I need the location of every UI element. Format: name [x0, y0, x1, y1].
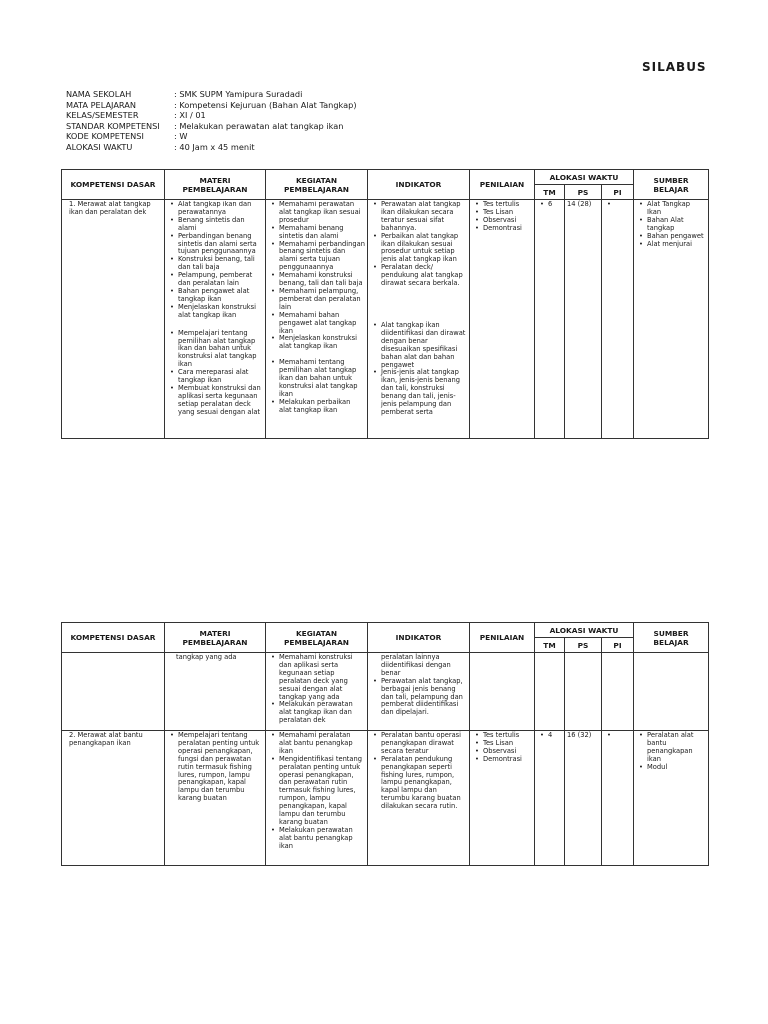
- list-item: • Mengidentifikasi tentang peralatan penting untuk operasi penangkapan, dan perawatan rutin termasuk fishing lures, rumpon, lampu penangkapan, kapal lampu dan terumbu karang buatan: [279, 756, 365, 827]
- list-item: • Konstruksi benang, tali dan tali baja: [178, 256, 263, 272]
- header-pi: PI: [602, 638, 634, 653]
- info-row: [66, 110, 357, 121]
- list-item: • Bahan pengawet: [647, 233, 706, 241]
- cell-tm: [535, 200, 565, 439]
- info-value: : SMK SUPM Yamipura Suradadi: [174, 89, 303, 99]
- materi-list: [167, 330, 263, 417]
- list-item: • Alat tangkap ikan dan perawatannya: [178, 201, 263, 217]
- tm-list: [537, 732, 562, 740]
- materi-list: [167, 732, 263, 803]
- info-value: : Kompetensi Kejuruan (Bahan Alat Tangkap): [174, 99, 357, 110]
- cell-pi: [602, 731, 634, 866]
- penilaian-list: [472, 201, 532, 233]
- list-item: • Memahami konstruksi dan aplikasi serta kegunaan setiap peralatan deck yang sesuai dengan alat tangkap yang ada: [279, 654, 365, 701]
- syllabus-table-1: [61, 169, 709, 439]
- header-materi: MATERI PEMBELAJARAN: [165, 623, 266, 653]
- header-kegiatan: KEGIATAN PEMBELAJARAN: [266, 170, 368, 200]
- indikator-list: [370, 322, 467, 417]
- list-item: • Menjelaskan konstruksi alat tangkap ikan: [279, 335, 365, 351]
- list-item: • Demontrasi: [483, 756, 532, 764]
- list-item: • Perawatan alat tangkap, berbagai jenis benang dan tali, pelampung dan pemberat diidentifikasi dan dipelajari.: [381, 678, 467, 718]
- list-item: • Peralatan alat bantu penangkapan ikan: [647, 732, 706, 764]
- header-tm: TM: [535, 185, 565, 200]
- list-item: • Observasi: [483, 748, 532, 756]
- list-item: • Melakukan perbaikan alat tangkap ikan: [279, 399, 365, 415]
- info-row: [66, 131, 357, 142]
- cell-indikator: [368, 200, 470, 439]
- list-item: • Benang sintetis dan alami: [178, 217, 263, 233]
- info-row: [66, 121, 357, 132]
- list-item: • Bahan Alat tangkap: [647, 217, 706, 233]
- cell-tm: [535, 653, 565, 731]
- cell-ps: [565, 653, 602, 731]
- header-indikator: INDIKATOR: [368, 170, 470, 200]
- indikator-list: [370, 678, 467, 718]
- syllabus-table-2: [61, 622, 709, 866]
- list-item: • Tes Lisan: [483, 209, 532, 217]
- list-item: • Demontrasi: [483, 225, 532, 233]
- list-item: • Peralatan bantu operasi penangkapan dirawat secara teratur: [381, 732, 467, 756]
- header-alokasi: ALOKASI WAKTU: [535, 623, 634, 638]
- header-ps: PS: [565, 638, 602, 653]
- cell-materi: [165, 653, 266, 731]
- info-row: [66, 89, 357, 100]
- page-title: SILABUS: [642, 60, 707, 74]
- indikator-list: [370, 732, 467, 811]
- info-label: ALOKASI WAKTU: [66, 141, 133, 152]
- list-item: • Peralatan pendukung penangkapan seperti fishing lures, rumpon, lampu penangkapan, kapal lampu dan terumbu karang buatan dilakukan secara rutin.: [381, 756, 467, 811]
- header-sumber: SUMBER BELAJAR: [634, 170, 709, 200]
- cell-kegiatan: [266, 653, 368, 731]
- kompetensi-text: 2. Merawat alat bantu penangkapan ikan: [69, 731, 143, 747]
- list-item: • Memahami tentang pemilihan alat tangkap ikan dan bahan untuk konstruksi alat tangkap ikan: [279, 359, 365, 399]
- info-label: NAMA SEKOLAH: [66, 89, 132, 99]
- info-value: : XI / 01: [174, 110, 206, 121]
- list-item: • Memahami bahan pengawet alat tangkap ikan: [279, 312, 365, 336]
- sumber-list: [636, 732, 706, 772]
- header-sumber: SUMBER BELAJAR: [634, 623, 709, 653]
- cell-sumber: [634, 731, 709, 866]
- cell-penilaian: [470, 731, 535, 866]
- info-value: : 40 Jam x 45 menit: [174, 141, 255, 152]
- list-item: • Modul: [647, 764, 706, 772]
- materi-text: tangkap yang ada: [176, 653, 237, 661]
- list-item: • Membuat konstruksi dan aplikasi serta kegunaan setiap peralatan deck yang sesuai dengan alat: [178, 385, 263, 417]
- list-item: • Perbaikan alat tangkap ikan dilakukan sesuai prosedur untuk setiap jenis alat tangkap ikan: [381, 233, 467, 265]
- list-item: • Memahami benang sintetis dan alami: [279, 225, 365, 241]
- materi-list: [167, 201, 263, 320]
- header-kompetensi: KOMPETENSI DASAR: [62, 623, 165, 653]
- list-item: • Tes tertulis: [483, 732, 532, 740]
- info-label: KELAS/SEMESTER: [66, 110, 139, 121]
- info-label: KODE KOMPETENSI: [66, 131, 144, 142]
- indikator-text: peralatan lainnya diidentifikasi dengan benar: [381, 653, 451, 677]
- header-penilaian: PENILAIAN: [470, 170, 535, 200]
- header-ps: PS: [565, 185, 602, 200]
- info-label: MATA PELAJARAN: [66, 99, 137, 110]
- cell-ps: 16 (32): [565, 731, 602, 866]
- tm-value: • 4: [548, 732, 562, 740]
- penilaian-list: [472, 732, 532, 764]
- list-item: • Perawatan alat tangkap ikan dilakukan secara teratur sesuai sifat bahannya.: [381, 201, 467, 233]
- kegiatan-list: [268, 201, 365, 415]
- list-item: • Mempelajari tentang pemilihan alat tangkap ikan dan bahan untuk konstruksi alat tangkap ikan: [178, 330, 263, 370]
- list-item: • Mempelajari tentang peralatan penting untuk operasi penangkapan, fungsi dan perawatan rutin termasuk fishing lures, rumpon, lampu penangkapan, kapal lampu dan terumbu karang buatan: [178, 732, 263, 803]
- list-item: • Alat Tangkap Ikan: [647, 201, 706, 217]
- info-row: [66, 100, 357, 111]
- list-item: • Memahami pelampung, pemberat dan peralatan lain: [279, 288, 365, 312]
- cell-indikator: [368, 731, 470, 866]
- indikator-list: [370, 201, 467, 288]
- cell-penilaian: [470, 200, 535, 439]
- cell-pi: [602, 653, 634, 731]
- info-value: : W: [174, 131, 188, 142]
- list-item: • Jenis-jenis alat tangkap ikan, jenis-jenis benang dan tali, konstruksi benang dan tali, jenis-jenis pelampung dan pemberat serta: [381, 369, 467, 416]
- cell-penilaian: [470, 653, 535, 731]
- list-item: • Tes tertulis: [483, 201, 532, 209]
- header-alokasi: ALOKASI WAKTU: [535, 170, 634, 185]
- list-item: • Melakukan perawatan alat tangkap ikan dan peralatan dek: [279, 701, 365, 725]
- header-pi: PI: [602, 185, 634, 200]
- list-item: • Menjelaskan konstruksi alat tangkap ikan: [178, 304, 263, 320]
- cell-indikator: [368, 653, 470, 731]
- header-kompetensi: KOMPETENSI DASAR: [62, 170, 165, 200]
- info-block: [66, 89, 357, 153]
- cell-sumber: [634, 200, 709, 439]
- tm-value: • 6: [548, 201, 562, 209]
- cell-kompetensi: [62, 653, 165, 731]
- header-kegiatan: KEGIATAN PEMBELAJARAN: [266, 623, 368, 653]
- info-row: [66, 142, 357, 153]
- kegiatan-list: [268, 732, 365, 851]
- cell-kompetensi: [62, 731, 165, 866]
- list-item: • Memahami perawatan alat tangkap ikan sesuai prosedur: [279, 201, 365, 225]
- header-penilaian: PENILAIAN: [470, 623, 535, 653]
- cell-kegiatan: [266, 731, 368, 866]
- cell-kegiatan: [266, 200, 368, 439]
- header-indikator: INDIKATOR: [368, 623, 470, 653]
- list-item: • Alat tangkap ikan diidentifikasi dan dirawat dengan benar disesuaikan spesifikasi bahan alat dan bahan pengawet: [381, 322, 467, 369]
- list-item: • Bahan pengawet alat tangkap ikan: [178, 288, 263, 304]
- info-label: STANDAR KOMPETENSI: [66, 120, 160, 131]
- kegiatan-list: [268, 654, 365, 725]
- info-value: : Melakukan perawatan alat tangkap ikan: [174, 120, 344, 131]
- list-item: • Observasi: [483, 217, 532, 225]
- cell-ps: 14 (28): [565, 200, 602, 439]
- list-item: • Memahami perbandingan benang sintetis dan alami serta tujuan penggunaannya: [279, 241, 365, 273]
- cell-tm: [535, 731, 565, 866]
- header-tm: TM: [535, 638, 565, 653]
- cell-sumber: [634, 653, 709, 731]
- list-item: • Cara mereparasi alat tangkap ikan: [178, 369, 263, 385]
- header-materi: MATERI PEMBELAJARAN: [165, 170, 266, 200]
- cell-materi: [165, 731, 266, 866]
- list-item: • Pelampung, pemberat dan peralatan lain: [178, 272, 263, 288]
- cell-kompetensi: [62, 200, 165, 439]
- sumber-list: [636, 201, 706, 248]
- cell-materi: [165, 200, 266, 439]
- list-item: • Alat menjurai: [647, 241, 706, 249]
- list-item: • Memahami konstruksi benang, tali dan tali baja: [279, 272, 365, 288]
- tm-list: [537, 201, 562, 209]
- cell-pi: [602, 200, 634, 439]
- list-item: • Perbandingan benang sintetis dan alami serta tujuan penggunaannya: [178, 233, 263, 257]
- list-item: • Peralatan deck/ pendukung alat tangkap dirawat secara berkala.: [381, 264, 467, 288]
- list-item: • Memahami peralatan alat bantu penangkap ikan: [279, 732, 365, 756]
- list-item: • Tes Lisan: [483, 740, 532, 748]
- kompetensi-text: 1. Merawat alat tangkap ikan dan peralatan dek: [69, 201, 151, 216]
- list-item: • Melakukan perawatan alat bantu penangkap ikan: [279, 827, 365, 851]
